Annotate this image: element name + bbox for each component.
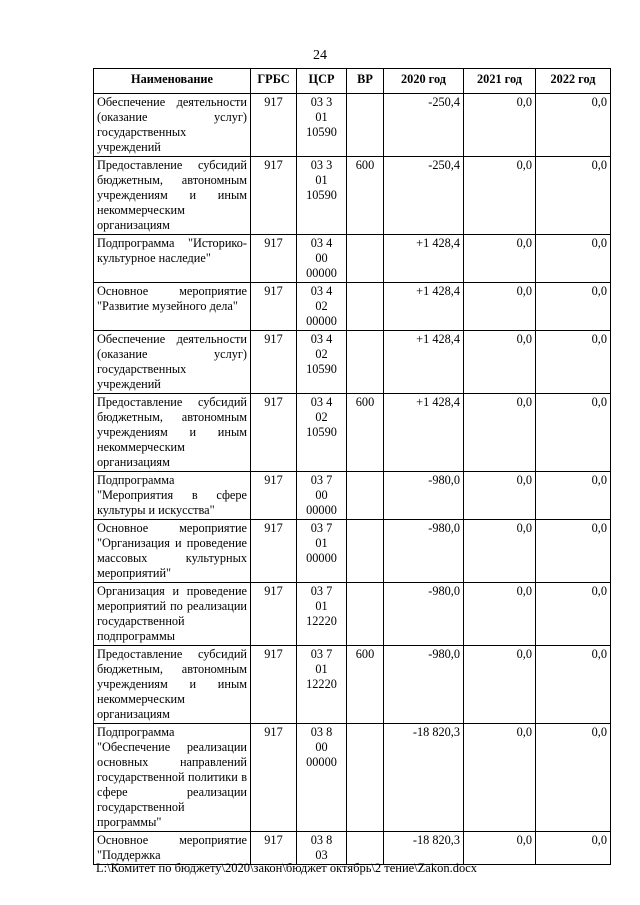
table-row	[94, 331, 611, 394]
cell-2020: -980,0	[384, 646, 464, 724]
cell-vr: 600	[347, 157, 384, 235]
csr-part: 00	[315, 251, 328, 265]
cell-2020: +1 428,4	[384, 235, 464, 283]
cell-csr	[297, 157, 347, 235]
csr-part: 03 4	[310, 395, 333, 409]
csr-part: 10590	[306, 125, 337, 139]
cell-2022: 0,0	[536, 394, 611, 472]
cell-2021: 0,0	[464, 94, 536, 157]
csr-part: 00	[315, 488, 328, 502]
cell-2020: -18 820,3	[384, 832, 464, 865]
cell-name: Основное мероприятие "Поддержка	[94, 832, 251, 865]
cell-2022: 0,0	[536, 472, 611, 520]
cell-grbs: 917	[251, 832, 297, 865]
csr-part: 03 3	[310, 158, 333, 172]
cell-csr	[297, 283, 347, 331]
cell-2022: 0,0	[536, 724, 611, 832]
cell-vr	[347, 331, 384, 394]
cell-name: Основное мероприятие "Развитие музейного дела"	[94, 283, 251, 331]
csr-part: 03 3	[310, 95, 333, 109]
cell-name: Подпрограмма "Мероприятия в сфере культуры и искусства"	[94, 472, 251, 520]
cell-grbs: 917	[251, 394, 297, 472]
csr-part: 10590	[306, 425, 337, 439]
cell-2020: +1 428,4	[384, 394, 464, 472]
csr-part: 02	[315, 347, 328, 361]
cell-vr	[347, 472, 384, 520]
cell-grbs: 917	[251, 283, 297, 331]
cell-2020: -980,0	[384, 583, 464, 646]
csr-part: 01	[315, 599, 328, 613]
csr-part: 01	[315, 173, 328, 187]
cell-grbs: 917	[251, 646, 297, 724]
header-name: Наименование	[94, 69, 251, 94]
table-row	[94, 520, 611, 583]
cell-2021: 0,0	[464, 235, 536, 283]
cell-2021: 0,0	[464, 832, 536, 865]
table-row	[94, 283, 611, 331]
cell-vr	[347, 94, 384, 157]
cell-2022: 0,0	[536, 331, 611, 394]
cell-csr	[297, 583, 347, 646]
cell-vr	[347, 724, 384, 832]
csr-part: 03	[315, 848, 328, 862]
csr-part: 00000	[306, 266, 337, 280]
cell-name: Организация и проведение мероприятий по реализации государственной подпрограммы	[94, 583, 251, 646]
csr-part: 01	[315, 536, 328, 550]
cell-name: Основное мероприятие "Организация и проведение массовых культурных мероприятий"	[94, 520, 251, 583]
table-row	[94, 472, 611, 520]
cell-name: Предоставление субсидий бюджетным, автономным учреждениям и иным некоммерческим организациям	[94, 394, 251, 472]
cell-name: Обеспечение деятельности (оказание услуг) государственных учреждений	[94, 331, 251, 394]
cell-grbs: 917	[251, 331, 297, 394]
csr-part: 03 8	[310, 725, 333, 739]
csr-part: 10590	[306, 362, 337, 376]
cell-csr	[297, 235, 347, 283]
csr-part: 03 8	[310, 833, 333, 847]
header-grbs: ГРБС	[251, 69, 297, 94]
cell-2021: 0,0	[464, 157, 536, 235]
table-row	[94, 394, 611, 472]
cell-csr	[297, 646, 347, 724]
cell-csr	[297, 94, 347, 157]
cell-2020: -250,4	[384, 157, 464, 235]
csr-part: 03 7	[310, 521, 333, 535]
csr-part: 03 7	[310, 473, 333, 487]
cell-vr	[347, 832, 384, 865]
budget-table	[93, 68, 611, 865]
csr-part: 00	[315, 740, 328, 754]
header-2021: 2021 год	[464, 69, 536, 94]
table-header-row	[94, 69, 611, 94]
csr-part: 02	[315, 299, 328, 313]
cell-grbs: 917	[251, 472, 297, 520]
csr-part: 12220	[306, 677, 337, 691]
cell-2020: -18 820,3	[384, 724, 464, 832]
header-csr: ЦСР	[297, 69, 347, 94]
cell-2021: 0,0	[464, 724, 536, 832]
table-row	[94, 235, 611, 283]
cell-grbs: 917	[251, 157, 297, 235]
csr-part: 01	[315, 662, 328, 676]
cell-grbs: 917	[251, 520, 297, 583]
cell-2022: 0,0	[536, 235, 611, 283]
header-vr: ВР	[347, 69, 384, 94]
header-2020: 2020 год	[384, 69, 464, 94]
cell-grbs: 917	[251, 235, 297, 283]
page-number: 24	[313, 48, 327, 63]
cell-2021: 0,0	[464, 583, 536, 646]
cell-2021: 0,0	[464, 520, 536, 583]
cell-2022: 0,0	[536, 583, 611, 646]
cell-grbs: 917	[251, 583, 297, 646]
table-row	[94, 94, 611, 157]
csr-part: 03 7	[310, 584, 333, 598]
csr-part: 12220	[306, 614, 337, 628]
header-2022: 2022 год	[536, 69, 611, 94]
cell-vr	[347, 520, 384, 583]
cell-name: Обеспечение деятельности (оказание услуг) государственных учреждений	[94, 94, 251, 157]
cell-2020: -980,0	[384, 472, 464, 520]
cell-csr	[297, 472, 347, 520]
csr-part: 00000	[306, 314, 337, 328]
table-row	[94, 646, 611, 724]
cell-2022: 0,0	[536, 157, 611, 235]
cell-vr	[347, 583, 384, 646]
csr-part: 01	[315, 110, 328, 124]
cell-vr: 600	[347, 646, 384, 724]
cell-csr	[297, 724, 347, 832]
csr-part: 03 4	[310, 332, 333, 346]
cell-csr	[297, 520, 347, 583]
cell-vr: 600	[347, 394, 384, 472]
cell-2022: 0,0	[536, 283, 611, 331]
cell-csr	[297, 331, 347, 394]
csr-part: 03 4	[310, 236, 333, 250]
cell-2021: 0,0	[464, 394, 536, 472]
footer-file-path: L:\Комитет по бюджету\2020\закон\бюджет октябрь\2 тение\Zakon.docx	[96, 861, 478, 875]
cell-2020: -980,0	[384, 520, 464, 583]
cell-2021: 0,0	[464, 283, 536, 331]
cell-name: Предоставление субсидий бюджетным, автономным учреждениям и иным некоммерческим организациям	[94, 646, 251, 724]
cell-name: Подпрограмма "Обеспечение реализации основных направлений государственной политики в сфере реализации государственной программы"	[94, 724, 251, 832]
cell-2022: 0,0	[536, 832, 611, 865]
cell-grbs: 917	[251, 94, 297, 157]
table-row	[94, 583, 611, 646]
csr-part: 00000	[306, 551, 337, 565]
cell-vr	[347, 235, 384, 283]
cell-2022: 0,0	[536, 94, 611, 157]
cell-2021: 0,0	[464, 646, 536, 724]
cell-name: Предоставление субсидий бюджетным, автономным учреждениям и иным некоммерческим организациям	[94, 157, 251, 235]
csr-part: 00000	[306, 503, 337, 517]
cell-2021: 0,0	[464, 472, 536, 520]
table-row	[94, 157, 611, 235]
cell-2020: -250,4	[384, 94, 464, 157]
cell-2020: +1 428,4	[384, 331, 464, 394]
cell-2020: +1 428,4	[384, 283, 464, 331]
csr-part: 03 4	[310, 284, 333, 298]
cell-csr	[297, 394, 347, 472]
table-row	[94, 724, 611, 832]
csr-part: 10590	[306, 188, 337, 202]
cell-2022: 0,0	[536, 646, 611, 724]
cell-2022: 0,0	[536, 520, 611, 583]
cell-csr	[297, 832, 347, 865]
cell-grbs: 917	[251, 724, 297, 832]
csr-part: 00000	[306, 755, 337, 769]
table-row	[94, 832, 611, 865]
cell-name: Подпрограмма "Историко-культурное наследие"	[94, 235, 251, 283]
cell-vr	[347, 283, 384, 331]
csr-part: 02	[315, 410, 328, 424]
cell-2021: 0,0	[464, 331, 536, 394]
csr-part: 03 7	[310, 647, 333, 661]
